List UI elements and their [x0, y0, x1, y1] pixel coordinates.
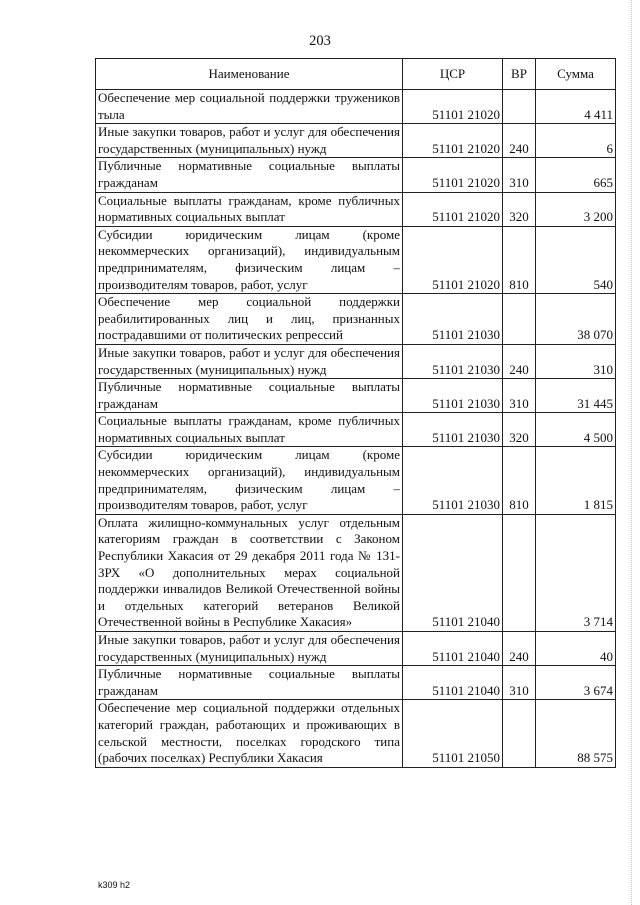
page-number: 203: [309, 33, 331, 49]
table-row: [96, 379, 616, 413]
row-vr-cell: 310: [503, 379, 536, 413]
row-csr-cell: 51101 21020: [403, 124, 503, 158]
row-name-cell: Обеспечение мер социальной поддержки тружеников тыла: [96, 90, 403, 124]
table-row: [96, 294, 616, 345]
row-name-cell: Оплата жилищно-коммунальных услуг отдельным категориям граждан в соответствии с Законом Республики Хакасия от 29 декабря 2011 года № 131-ЗРХ «О дополнительных мерах социальной поддержки инвалидов Великой Отечественной войны и отдельных категорий ветеранов Великой Отечественной войны в Республике Хакасия»: [96, 514, 403, 631]
row-csr-cell: 51101 21020: [403, 226, 503, 293]
row-name-cell: Субсидии юридическим лицам (кроме некоммерческих организаций), индивидуальным предпринимателям, физическим лицам – производителям товаров, работ, услуг: [96, 226, 403, 293]
table-row: [96, 90, 616, 124]
row-sum-cell: 6: [536, 124, 616, 158]
row-name-cell: Иные закупки товаров, работ и услуг для обеспечения государственных (муниципальных) нужд: [96, 124, 403, 158]
row-csr-cell: 51101 21030: [403, 379, 503, 413]
row-name-cell: Иные закупки товаров, работ и услуг для обеспечения государственных (муниципальных) нужд: [96, 344, 403, 378]
row-vr-cell: 240: [503, 124, 536, 158]
row-csr-cell: 51101 21030: [403, 447, 503, 514]
table-body: [96, 90, 616, 768]
table-row: [96, 226, 616, 293]
header-csr: ЦСР: [403, 59, 503, 90]
row-vr-cell: [503, 90, 536, 124]
row-csr-cell: 51101 21030: [403, 413, 503, 447]
row-vr-cell: 310: [503, 158, 536, 192]
row-csr-cell: 51101 21020: [403, 90, 503, 124]
row-csr-cell: 51101 21040: [403, 632, 503, 666]
row-vr-cell: [503, 700, 536, 767]
row-name-cell: Публичные нормативные социальные выплаты гражданам: [96, 158, 403, 192]
table-row: [96, 158, 616, 192]
row-sum-cell: 3 714: [536, 514, 616, 631]
row-sum-cell: 1 815: [536, 447, 616, 514]
row-vr-cell: [503, 294, 536, 345]
row-vr-cell: 240: [503, 344, 536, 378]
row-sum-cell: 310: [536, 344, 616, 378]
row-csr-cell: 51101 21030: [403, 344, 503, 378]
budget-table: [95, 58, 616, 768]
row-sum-cell: 88 575: [536, 700, 616, 767]
row-sum-cell: 31 445: [536, 379, 616, 413]
footer-code: k309 h2: [98, 880, 131, 890]
row-vr-cell: 320: [503, 192, 536, 226]
row-csr-cell: 51101 21030: [403, 294, 503, 345]
row-csr-cell: 51101 21040: [403, 666, 503, 700]
row-sum-cell: 38 070: [536, 294, 616, 345]
row-name-cell: Обеспечение мер социальной поддержки реабилитированных лиц и лиц, признанных пострадавшими от политических репрессий: [96, 294, 403, 345]
row-name-cell: Социальные выплаты гражданам, кроме публичных нормативных социальных выплат: [96, 192, 403, 226]
row-csr-cell: 51101 21050: [403, 700, 503, 767]
table-row: [96, 514, 616, 631]
table-row: [96, 700, 616, 767]
row-sum-cell: 4 411: [536, 90, 616, 124]
scan-margin-line: [631, 0, 632, 905]
table-row: [96, 666, 616, 700]
row-sum-cell: 4 500: [536, 413, 616, 447]
row-name-cell: Публичные нормативные социальные выплаты гражданам: [96, 379, 403, 413]
row-sum-cell: 665: [536, 158, 616, 192]
table-row: [96, 344, 616, 378]
row-name-cell: Обеспечение мер социальной поддержки отдельных категорий граждан, работающих и проживающих в сельской местности, поселках городского типа (рабочих поселках) Республики Хакасия: [96, 700, 403, 767]
row-name-cell: Иные закупки товаров, работ и услуг для обеспечения государственных (муниципальных) нужд: [96, 632, 403, 666]
row-sum-cell: 3 674: [536, 666, 616, 700]
row-sum-cell: 40: [536, 632, 616, 666]
row-csr-cell: 51101 21020: [403, 192, 503, 226]
table-row: [96, 192, 616, 226]
row-vr-cell: 810: [503, 226, 536, 293]
table-row: [96, 632, 616, 666]
table-row: [96, 124, 616, 158]
row-name-cell: Субсидии юридическим лицам (кроме некоммерческих организаций), индивидуальным предпринимателям, физическим лицам – производителям товаров, работ, услуг: [96, 447, 403, 514]
row-vr-cell: 310: [503, 666, 536, 700]
row-csr-cell: 51101 21040: [403, 514, 503, 631]
row-sum-cell: 3 200: [536, 192, 616, 226]
row-name-cell: Публичные нормативные социальные выплаты гражданам: [96, 666, 403, 700]
row-csr-cell: 51101 21020: [403, 158, 503, 192]
row-vr-cell: 810: [503, 447, 536, 514]
header-sum: Сумма: [536, 59, 616, 90]
row-vr-cell: 320: [503, 413, 536, 447]
table-row: [96, 413, 616, 447]
table-header-row: [96, 59, 616, 90]
table-row: [96, 447, 616, 514]
header-name: Наименование: [96, 59, 403, 90]
row-name-cell: Социальные выплаты гражданам, кроме публичных нормативных социальных выплат: [96, 413, 403, 447]
row-sum-cell: 540: [536, 226, 616, 293]
row-vr-cell: 240: [503, 632, 536, 666]
row-vr-cell: [503, 514, 536, 631]
header-vr: ВР: [503, 59, 536, 90]
